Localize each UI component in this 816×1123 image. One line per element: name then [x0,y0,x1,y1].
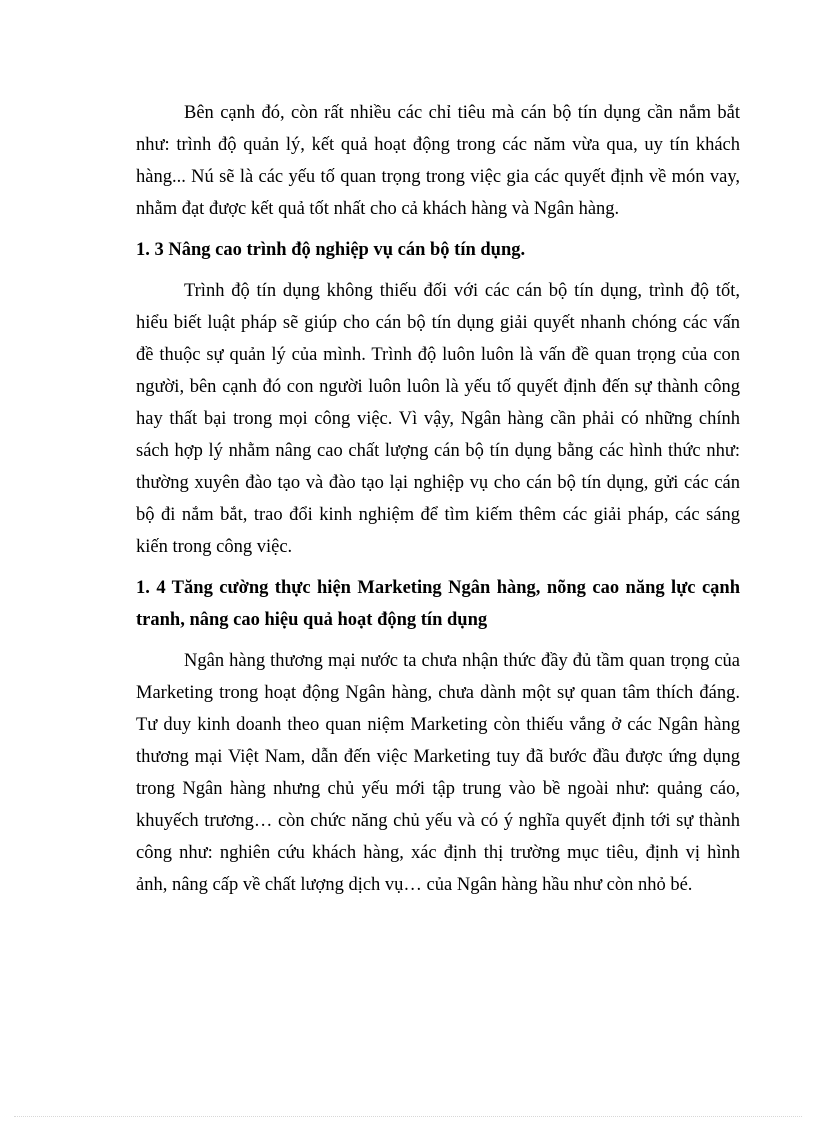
section-heading: 1. 3 Nâng cao trình độ nghiệp vụ cán bộ tín dụng. [136,240,526,260]
body-paragraph: Ngân hàng thương mại nước ta chưa nhận thức đầy đủ tầm quan trọng của Marketing trong hoạt động Ngân hàng, chưa dành một sự quan tâm thích đáng. Tư duy kinh doanh theo quan niệm Marketing còn thiếu vắng ở các Ngân hàng thương mại Việt Nam, dẫn đến việc Marketing tuy đã bước đầu được ứng dụng trong Ngân hàng nhưng chủ yếu mới tập trung vào bề ngoài như: quảng cáo, khuyếch trương… còn chức năng chủ yếu và có ý nghĩa quyết định tới sự thành công như: nghiên cứu khách hàng, xác định thị trường mục tiêu, định vị hình ảnh, nâng cấp về chất lượng dịch vụ… của Ngân hàng hầu như còn nhỏ bé. [136,651,740,895]
body-paragraph: Trình độ tín dụng không thiếu đối với các cán bộ tín dụng, trình độ tốt, hiểu biết luật pháp sẽ giúp cho cán bộ tín dụng giải quyết nhanh chóng các vấn đề thuộc sự quản lý của mình. Trình độ luôn luôn là vấn đề quan trọng của con người, bên cạnh đó con người luôn luôn là yếu tố quyết định đến sự thành công hay thất bại trong mọi công việc. Vì vậy, Ngân hàng cần phải có những chính sách hợp lý nhằm nâng cao chất lượng cán bộ tín dụng bằng các hình thức như: thường xuyên đào tạo và đào tạo lại nghiệp vụ cho cán bộ tín dụng, gửi các cán bộ đi nắm bắt, trao đổi kinh nghiệm để tìm kiếm thêm các giải pháp, các sáng kiến trong công việc. [136,281,740,557]
page-bottom-divider [14,1116,802,1117]
document-page [136,97,740,901]
body-paragraph: Bên cạnh đó, còn rất nhiều các chỉ tiêu mà cán bộ tín dụng cần nắm bắt như: trình độ quản lý, kết quả hoạt động trong các năm vừa qua, uy tín khách hàng... Nú sẽ là các yếu tố quan trọng trong việc gia các quyết định về món vay, nhằm đạt được kết quả tốt nhất cho cả khách hàng và Ngân hàng. [136,103,740,219]
section-heading: 1. 4 Tăng cường thực hiện Marketing Ngân hàng, nõng cao năng lực cạnh tranh, nâng cao hiệu quả hoạt động tín dụng [136,578,740,630]
